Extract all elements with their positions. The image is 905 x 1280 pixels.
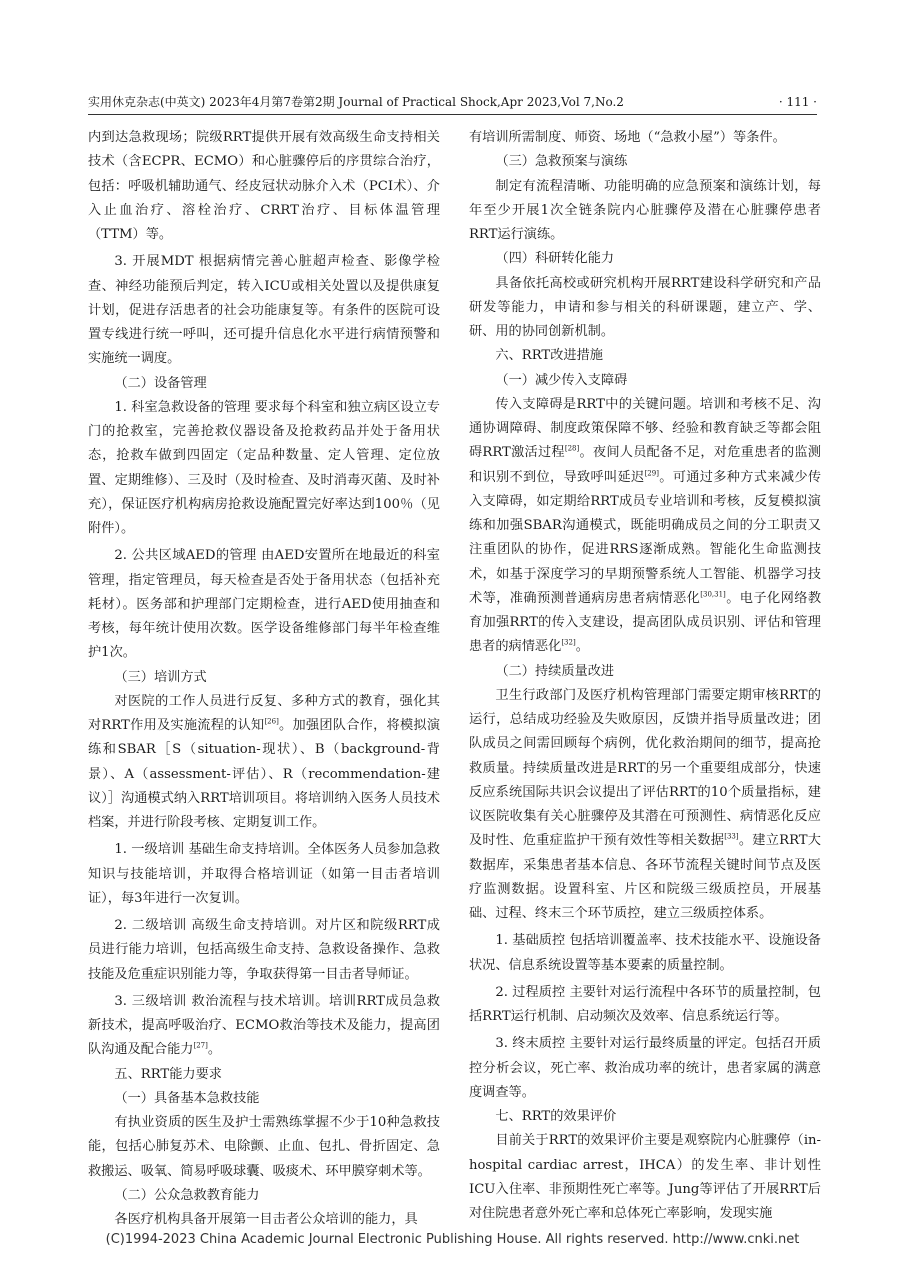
section-heading: 七、RRT的效果评价: [495, 1109, 617, 1124]
paragraph: 目前关于RRT的效果评价主要是观察院内心脏骤停（in-hospital cardiac arrest，IHCA）的发生率、非计划性ICU入住率、非预期性死亡率等。Jung等评估了开展RRT后对住院患者意外死亡率和总体死亡率影响，发现实施: [469, 1133, 821, 1221]
paragraph: 1. 基础质控 包括培训覆盖率、技术技能水平、设施设备状况、信息系统设置等基本要素的质量控制。: [469, 933, 821, 973]
paragraph: 传入支障碍是RRT中的关键问题。培训和考核不足、沟通协调障碍、制度政策保障不够、经验和教育缺乏等都会阻碍RRT激活过程[28]。夜间人员配备不足，对危重患者的监测和识别不到位，导致呼叫延迟[29]。可通过多种方式来减少传入支障碍，如定期给RRT成员专业培训和考核，反复模拟演练和加强SBAR沟通模式，既能明确成员之间的分工职责又注重团队的协作，促进RRS逐渐成熟。智能化生命监测技术，如基于深度学习的早期预警系统人工智能、机器学习技术等，准确预测普通病房患者病情恶化[30,31]。电子化网络教育加强RRT的传入支建设，提高团队成员识别、评估和管理患者的病情恶化[32]。: [469, 396, 822, 655]
running-header: [88, 92, 817, 115]
page-number: · 111 ·: [778, 95, 817, 109]
paragraph: 3. 开展MDT 根据病情完善心脏超声检查、影像学检查、神经功能预后判定，转入ICU或相关处置以及提供康复计划，促进存活患者的社会功能康复等。有条件的医院可设置专线进行统一呼叫，还可提升信息化水平进行病情预警和实施统一调度。: [88, 254, 440, 367]
citation: [27]: [193, 1041, 208, 1050]
paragraph: 有执业资质的医生及护士需熟练掌握不少于10种急救技能，包括心肺复苏术、电除颤、止血、包扎、骨折固定、急救搬运、吸氧、简易呼吸球囊、吸痰术、环甲膜穿刺术等。: [88, 1115, 440, 1179]
citation: [29]: [644, 469, 659, 478]
citation: [26]: [264, 717, 279, 726]
right-column: [469, 126, 821, 1226]
journal-info: 实用休克杂志(中英文) 2023年4月第7卷第2期 Journal of Practical Shock,Apr 2023,Vol 7,No.2: [88, 95, 624, 109]
paragraph: 有培训所需制度、师资、场地（“急救小屋”）等条件。: [469, 130, 786, 145]
subsection-heading: （一）减少传入支障碍: [495, 372, 628, 388]
citation: [28]: [564, 444, 580, 453]
paragraph: 1. 一级培训 基础生命支持培训。全体医务人员参加急救知识与技能培训，并取得合格培训证（如第一目击者培训证），每3年进行一次复训。: [88, 842, 440, 906]
paragraph: 卫生行政部门及医疗机构管理部门需要定期审核RRT的运行，总结成功经验及失败原因，反馈并指导质量改进；团队成员之间需回顾每个病例，优化救治期间的细节，提高抢救质量。持续质量改进是RRT的另一个重要组成部分，快速反应系统国际共识会议提出了评估RRT的10个质量指标，建议医院收集有关心脏骤停及其潜在可预测性、病情恶化反应及时性、危重症监护干预有效性等相关数据[33]。建立RRT大数据库，采集患者基本信息、各环节流程关键时间节点及医疗监测数据。设置科室、片区和院级三级质控员，开展基础、过程、终末三个环节质控，建立三级质控体系。: [469, 687, 821, 921]
paragraph: 2. 公共区域AED的管理 由AED安置所在地最近的科室管理，指定管理员，每天检查是否处于备用状态（包括补充耗材）。医务部和护理部门定期检查，进行AED使用抽查和考核，每年统计使用次数。医学设备维修部门每半年检查维护1次。: [88, 548, 440, 661]
left-column: [88, 126, 440, 1232]
paragraph: 对医院的工作人员进行反复、多种方式的教育，强化其对RRT作用及实施流程的认知[26]。加强团队合作，将模拟演练和SBAR［S（situation-现状）、B（background-背景）、A（assessment-评估）、R（recommendation-建议）］沟通模式纳入RRT培训项目。将培训纳入医务人员技术档案，并进行阶段考核、定期复训工作。: [88, 693, 441, 830]
subsection-heading: （三）急救预案与演练: [495, 154, 628, 170]
subsection-heading: （二）公众急救教育能力: [114, 1187, 260, 1203]
paragraph: 内到达急救现场；院级RRT提供开展有效高级生命支持相关技术（含ECPR、ECMO）和心脏骤停后的序贯综合治疗，包括：呼吸机辅助通气、经皮冠状动脉介入术（PCI术）、介入止血治疗、溶栓治疗、CRRT治疗、目标体温管理（TTM）等。: [88, 130, 440, 242]
paragraph: 3. 三级培训 救治流程与技术培训。培训RRT成员急救新技术，提高呼吸治疗、ECMO救治等技术及能力，提高团队沟通及配合能力[27]。: [88, 993, 440, 1058]
paragraph: 1. 科室急救设备的管理 要求每个科室和独立病区设立专门的抢救室，完善抢救仪器设备及抢救药品并处于备用状态，抢救车做到四固定（定品种数量、定人管理、定位放置、定期维修）、三及时（及时检查、及时消毒灭菌、及时补充），保证医疗机构病房抢救设施配置完好率达到100％（见附件）。: [88, 399, 440, 536]
subsection-heading: （四）科研转化能力: [495, 251, 615, 267]
paragraph: 2. 过程质控 主要针对运行流程中各环节的质量控制，包括RRT运行机制、启动频次及效率、信息系统运行等。: [469, 984, 821, 1024]
paragraph: 具备依托高校或研究机构开展RRT建设科学研究和产品研发等能力，申请和参与相关的科研课题，建立产、学、研、用的协同创新机制。: [469, 275, 821, 339]
subsection-heading: （二）设备管理: [114, 375, 207, 391]
subsection-heading: （三）培训方式: [114, 669, 207, 685]
copyright-footer: (C)1994-2023 China Academic Journal Electronic Publishing House. All rights reserved. http://www.cnki.net: [105, 1232, 800, 1247]
paragraph: 3. 终末质控 主要针对运行最终质量的评定。包括召开质控分析会议，死亡率、救治成功率的统计，患者家属的满意度调查等。: [469, 1036, 821, 1100]
section-heading: 六、RRT改进措施: [495, 348, 603, 364]
subsection-heading: （一）具备基本急救技能: [114, 1090, 260, 1106]
paragraph: 各医疗机构具备开展第一目击者公众培训的能力，具: [114, 1212, 418, 1227]
paragraph: 2. 二级培训 高级生命支持培训。对片区和院级RRT成员进行能力培训，包括高级生命支持、急救设备操作、急救技能及危重症识别能力等，争取获得第一目击者导师证。: [88, 918, 440, 982]
section-heading: 五、RRT能力要求: [114, 1066, 222, 1082]
citation: [32]: [561, 638, 576, 647]
paragraph: 制定有流程清晰、功能明确的应急预案和演练计划，每年至少开展1次全链条院内心脏骤停及潜在心脏骤停患者RRT运行演练。: [469, 178, 821, 242]
subsection-heading: （二）持续质量改进: [495, 663, 615, 679]
citation: [33]: [724, 832, 739, 841]
citation: [30,31]: [700, 590, 726, 599]
